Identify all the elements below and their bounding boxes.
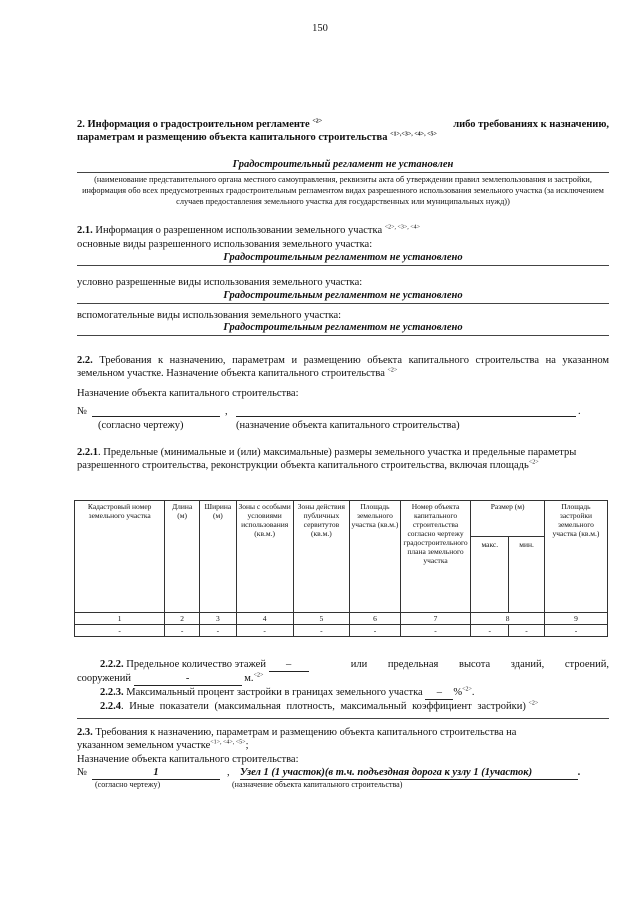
main-uses-value: Градостроительным регламентом не установлено	[223, 252, 463, 263]
s23-num-sign: №	[77, 767, 88, 778]
section-2-1-title: 2.1. Информация о разрешенном использовании земельного участка $^{<2>, <3>, <4>}$	[77, 224, 421, 236]
s23-caption-purpose: (назначение объекта капитального строительства)	[232, 780, 403, 789]
regulation-value: Градостроительный регламент не установлен	[232, 159, 454, 170]
auxiliary-uses-label: вспомогательные виды использования земельного участка:	[77, 310, 342, 321]
section-2-heading: 2. Информация о градостроительном регламенте $^{<2>}$ либо требованиях к назначению, параметрам и размещению объекта капитального строительства $^{<1>,<3>, <4>, <5>}$	[77, 118, 609, 143]
s22-purpose-label: Назначение объекта капитального строительства:	[77, 388, 299, 399]
s22-num-sign: №	[77, 406, 88, 417]
th-size-min: мин.	[509, 537, 545, 613]
th-width: Ширина (м)	[200, 501, 237, 613]
s22-dot: .	[578, 406, 581, 417]
s22-comma: ,	[225, 406, 228, 417]
section-2-2-text: 2.2. Требования к назначению, параметрам и размещению объекта капитального строительства на указанном земельном участке. Назначение объекта капитального строительства $^{<2>}$	[77, 355, 610, 379]
th-size-max: макс.	[471, 537, 509, 613]
table-row: 1 2 3 4 5 6 7 8 9	[75, 613, 608, 625]
th-building-area: Площадь застройки земельного участка (кв.м.)	[544, 501, 607, 613]
conditional-uses-value: Градостроительным регламентом не установлено	[223, 290, 463, 301]
regulation-note: (наименование представительного органа местного самоуправления, реквизиты акта об утверждении правил землепользования и застройки, информация обо всех предусмотренных градостроительным регламентом видах разрешенного использования земельного участка (за исключением случаев предоставления земельного участка для государственных или муниципальных нужд))	[82, 175, 604, 206]
section-2-2-2-line2: сооружений - м.$^{<2>}$	[77, 672, 264, 684]
s23-number-value: 1	[92, 766, 220, 780]
section-2-3-text: 2.3. Требования к назначению, параметрам и размещению объекта капитального строительства на указанном земельном участке$^{<1>, <4>, <5>}$;	[77, 727, 517, 751]
th-object-number: Номер объекта капитального строительства согласно чертежу градостроительного плана земельного участка	[400, 501, 471, 613]
main-uses-label: основные виды разрешенного использования земельного участка:	[77, 239, 373, 250]
section-2-2-1-text: 2.2.1. Предельные (минимальные и (или) максимальные) размеры земельного участка и предельные параметры разрешенного строительства, реконструкции объекта капитального строительства, включая площадь$^{<2>}$	[77, 447, 577, 471]
conditional-uses-label: условно разрешенные виды использования земельного участка:	[77, 277, 363, 288]
s23-purpose-value: Узел 1 (1 участок)(в т.ч. подъездная дорога к узлу 1 (1участок)	[240, 766, 578, 780]
page-number: 150	[312, 23, 328, 34]
parameters-table	[74, 500, 608, 637]
section-2-2-4: 2.2.4. Иные показатели (максимальная плотность, максимальный коэффициент застройки) $^{<2>}$	[100, 700, 539, 712]
table-row: - - - - - - - - - -	[75, 625, 608, 637]
th-plot-area: Площадь земельного участка (кв.м.)	[350, 501, 400, 613]
s22-caption-drawing: (согласно чертежу)	[98, 420, 184, 431]
th-cadastral: Кадастровый номер земельного участка	[75, 501, 165, 613]
s23-purpose-label: Назначение объекта капитального строительства:	[77, 754, 299, 765]
s23-comma: ,	[227, 767, 230, 778]
s22-caption-purpose: (назначение объекта капитального строительства)	[236, 420, 460, 431]
s23-dot: .	[578, 767, 581, 778]
th-size: Размер (м)	[471, 501, 545, 537]
auxiliary-uses-value: Градостроительным регламентом не установлено	[223, 322, 463, 333]
th-length: Длина (м)	[165, 501, 200, 613]
section-2-2-2-line1: 2.2.2. Предельное количество этажей – или предельная высота зданий, строений,	[100, 659, 609, 670]
section-2-2-3: 2.2.3. Максимальный процент застройки в границах земельного участка – %$^{<2>}$.	[100, 686, 475, 698]
th-special-zones: Зоны с особыми условиями использования (кв.м.)	[236, 501, 293, 613]
s23-caption-drawing: (согласно чертежу)	[95, 780, 161, 789]
th-servitude-zones: Зоны действия публичных сервитутов (кв.м.)	[293, 501, 350, 613]
